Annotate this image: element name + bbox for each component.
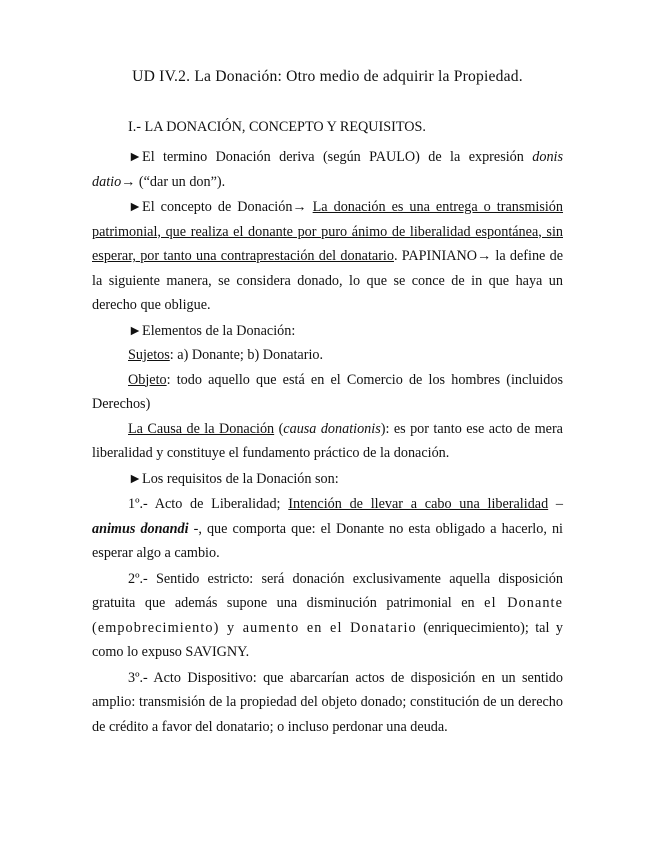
concept-label: ►El concepto de Donación→ bbox=[128, 199, 313, 215]
cause-label: La Causa de la Donación bbox=[128, 420, 275, 437]
etymology-translation: → (“dar un don”). bbox=[121, 173, 226, 190]
subjects-text: : a) Donante; b) Donatario. bbox=[169, 347, 324, 363]
subjects-label: Sujetos bbox=[128, 347, 170, 363]
paragraph-concept bbox=[92, 195, 563, 318]
etymology-latin-term: donis datio bbox=[92, 149, 563, 190]
paragraph-requirements-heading: ►Los requisitos de la Donación son: bbox=[128, 470, 339, 487]
paragraph-elements-heading: ►Elementos de la Donación: bbox=[128, 322, 296, 339]
requirement-1-latin-term: animus donandi bbox=[92, 520, 189, 537]
paragraph-requirement-1 bbox=[92, 492, 563, 566]
object-label: Objeto bbox=[128, 371, 167, 388]
concept-papiniano: . PAPINIANO→ la define de la siguiente manera, se considera donado, lo que se conce de in que haya un derecho que obligue. bbox=[92, 248, 564, 313]
paragraph-subjects bbox=[92, 343, 563, 368]
requirement-1-text: -, que comporta que: el Donante no esta obligado a hacerlo, ni esperar algo a cambio. bbox=[92, 520, 563, 561]
requirement-2-text-c: (enriquecimiento); tal y como lo expuso SAVIGNY. bbox=[92, 619, 563, 660]
paragraph-object bbox=[92, 368, 563, 417]
paragraph-requirement-3: 3º.- Acto Dispositivo: que abarcarían actos de disposición en un sentido amplio: transmisión de la propiedad del objeto donado; constitución de un derecho de crédito a favor del donatario; o incluso perdonar una deuda. bbox=[92, 669, 563, 735]
object-text: : todo aquello que está en el Comercio de los hombres (incluidos Derechos) bbox=[92, 371, 563, 412]
paragraph-cause bbox=[92, 417, 563, 466]
document-title: UD IV.2. La Donación: Otro medio de adquirir la Propiedad. bbox=[132, 68, 523, 85]
section-heading: I.- LA DONACIÓN, CONCEPTO Y REQUISITOS. bbox=[128, 119, 426, 135]
concept-definition: La donación es una entrega o transmisión patrimonial, que realiza el donante por puro ánimo de liberalidad espontánea, sin esperar, por tanto una contraprestación del donatario bbox=[92, 199, 563, 264]
etymology-text: ►El termino Donación deriva (según PAULO) de la expresión bbox=[128, 149, 533, 165]
requirement-1-label: 1º.- Acto de Liberalidad; bbox=[128, 496, 289, 512]
requirement-1-dash: – bbox=[548, 496, 564, 512]
paragraph-etymology bbox=[92, 145, 563, 194]
paragraph-requirement-2 bbox=[92, 567, 563, 665]
cause-text: ): es por tanto ese acto de mera liberalidad y constituye el fundamento práctico de la donación. bbox=[92, 420, 563, 461]
requirement-1-intention: Intención de llevar a cabo una liberalidad bbox=[288, 496, 549, 512]
cause-latin-term: causa donationis bbox=[283, 420, 381, 437]
requirement-2-text-a: 2º.- Sentido estricto: será donación exclusivamente aquella disposición gratuita que además supone una disminución patrimonial en bbox=[92, 570, 563, 611]
requirement-2-text-b: el Donante (empobrecimiento) y aumento en el Donatario bbox=[92, 595, 563, 636]
cause-paren: ( bbox=[274, 420, 284, 437]
